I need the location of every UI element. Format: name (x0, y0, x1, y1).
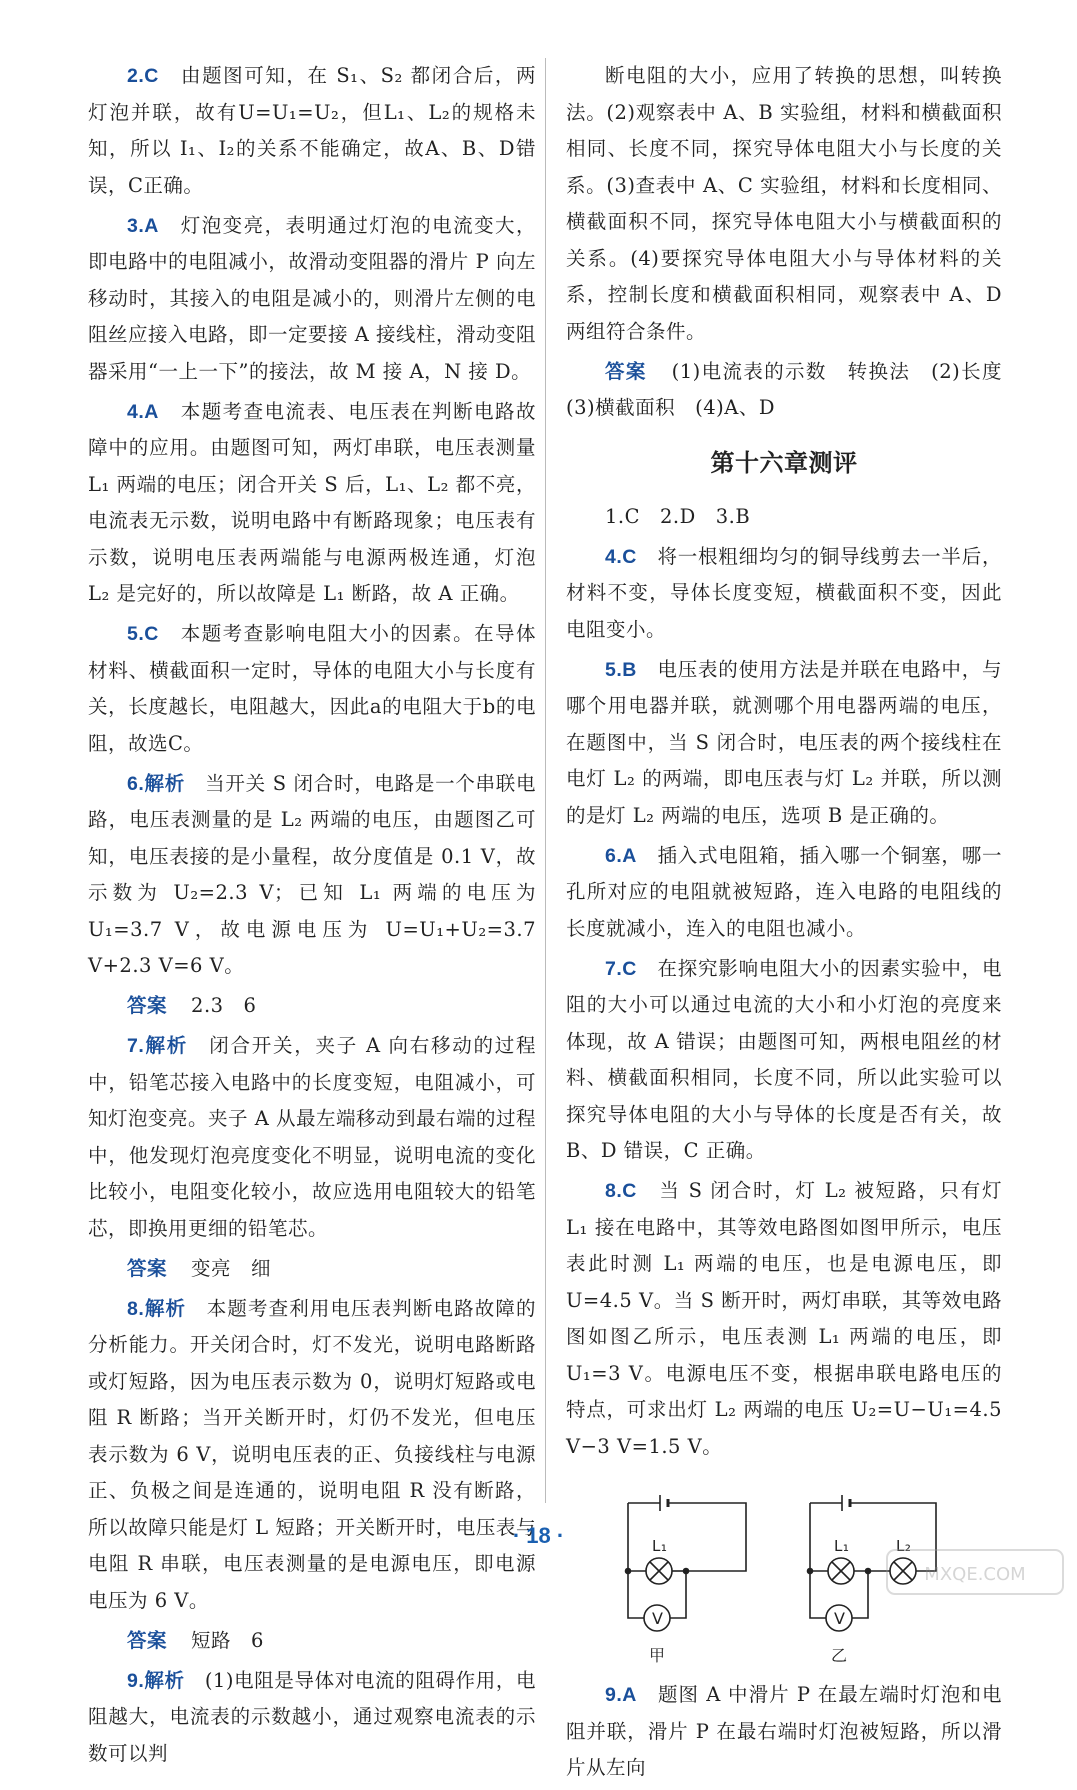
paragraph-text: 断电阻的大小，应用了转换的思想，叫转换法。(2)观察表中 A、B 实验组，材料和横截面积相同、长度不同，探究导体电阻大小与长度的关系。(3)查表中 A、C 实验组，材料和长度相同、横截面积不同，探究导体电阻大小与横截面积的关系。(4)要探究导体电阻大小与导体材料的关系，控制长度和横截面积相同，观察表中 A、D 两组符合条件。 (566, 64, 1002, 343)
paragraph-text: 题图 A 中滑片 P 在最左端时灯泡和电阻并联，滑片 P 在最右端时灯泡被短路，所以滑片从左向 (566, 1683, 1002, 1779)
fig-a-caption: 甲 (649, 1646, 666, 1665)
answer-tag: 答案 (127, 1256, 168, 1280)
paragraph-text: (1)电阻是导体对电流的阻碍作用，电阻越大，电流表的示数越小，通过观察电流表的示数可以判 (88, 1668, 536, 1765)
paragraph-text: 在探究影响电阻大小的因素实验中，电阻的大小可以通过电流的大小和小灯泡的亮度来体现，故 A 错误；由题图可知，两根电阻丝的材料、横截面积相同，长度不同，所以此实验可以探究导体电阻的大小与导体的长度是否有关，故 B、D 错误，C 正确。 (566, 956, 1002, 1162)
fig-b-l2-label: L₂ (896, 1537, 912, 1555)
answer-tag: 答案 (605, 359, 647, 383)
paragraph (566, 354, 1022, 427)
question-number: 5.B (605, 658, 637, 681)
fig-a-v-label: V (652, 1609, 664, 1628)
question-number: 2.C (127, 65, 159, 87)
question-number: 8.C (605, 1180, 637, 1202)
page-number: · 18 · (512, 1523, 565, 1548)
question-number: 6.解析 (127, 772, 185, 795)
paragraph-text: 灯泡变亮，表明通过灯泡的电流变大，即电路中的电阻减小，故滑动变阻器的滑片 P 向左移动时，其接入的电阻是减小的，则滑片左侧的电阻丝应接入电路，即一定要接 A 接线柱，滑动变阻器采用“一上一下”的接法，故 M 接 A，N 接 D。 (88, 213, 536, 383)
watermark-logo (885, 1548, 1065, 1596)
paragraph (88, 394, 536, 613)
paragraph (88, 616, 536, 762)
paragraph-text: 短路 6 (191, 1628, 264, 1652)
paragraph (566, 951, 1002, 1170)
paragraph-text: 电压表的使用方法是并联在电路中，与哪个用电器并联，就测哪个用电器两端的电压，在题图中，当 S 闭合时，电压表的两个接线柱在电灯 L₂ 的两端，即电压表与灯 L₂ 并联，所以测的是灯 L₂ 两端的电压，选项 B 是正确的。 (566, 657, 1002, 827)
paragraph-text: 当开关 S 闭合时，电路是一个串联电路，电压表测量的是 L₂ 两端的电压，由题图乙可知，电压表接的是小量程，故分度值是 0.1 V，故示数为 U₂=2.3 V；已知 L₁ 两端的电压为 U₁=3.7 V，故电源电压为 U=U₁+U₂=3.7 V+2.3 V=6 V。 (88, 771, 536, 977)
question-number: 9.A (605, 1684, 637, 1706)
right-top-paragraphs (566, 58, 1022, 427)
paragraph-text: 将一根粗细均匀的铜导线剪去一半后，材料不变，导体长度变短，横截面积不变，因此电阻变小。 (566, 544, 1002, 641)
paragraph-text: (1)电流表的示数 转换法 (2)长度 (3)横截面积 (4)A、D (566, 359, 1022, 419)
paragraph-text: 本题考查影响电阻大小的因素。在导体材料、横截面积一定时，导体的电阻大小与长度有关，长度越长，电阻越大，因此a的电阻大于b的电阻，故选C。 (88, 622, 536, 755)
question-number: 8.解析 (127, 1297, 187, 1320)
paragraph-text: 2.3 6 (191, 994, 257, 1017)
paragraph (566, 652, 1002, 835)
paragraph-text: 本题考查电流表、电压表在判断电路故障中的应用。由题图可知，两灯串联，电压表测量 L₁ 两端的电压；闭合开关 S 后，L₁、L₂ 都不亮，电流表无示数，说明电路中有断路现象；电压表有示数，说明电压表两端能与电源两极连通，灯泡 L₂ 是完好的，所以故障是 L₁ 断路，故 A 正确。 (88, 399, 536, 605)
question-number: 3.A (127, 214, 159, 237)
paragraph (566, 499, 1002, 536)
paragraph (566, 1677, 1002, 1787)
question-number: 7.解析 (127, 1035, 189, 1057)
paragraph (88, 988, 536, 1025)
paragraph-text: 1.C 2.D 3.B (605, 504, 751, 528)
paragraph-text: 变亮 细 (191, 1256, 272, 1280)
paragraph-text: 本题考查利用电压表判断电路故障的分析能力。开关闭合时，灯不发光，说明电路断路或灯短路，因为电压表示数为 0，说明灯短路或电阻 R 断路；当开关断开时，灯仍不发光，但电压表示数为 6 V，说明电压表的正、负接线柱与电源正、负极之间是连通的，说明电阻 R 没有断路，所以故障只能是灯 L 短路；开关断开时，电压表与电阻 R 串联，电压表测量的是电源电压，即电源电压为 6 V。 (88, 1296, 536, 1612)
paragraph (88, 208, 536, 391)
left-column (88, 58, 536, 1776)
svg-text:MXQE.COM: MXQE.COM (924, 1564, 1026, 1585)
answer-tag: 答案 (127, 994, 168, 1017)
question-number: 9.解析 (127, 1669, 185, 1692)
question-number: 6.A (605, 844, 637, 867)
fig-b-l1-label: L₁ (834, 1537, 850, 1555)
paragraph (566, 58, 1002, 350)
paragraph (566, 1173, 1002, 1465)
right-bottom-paragraphs (566, 1677, 1002, 1787)
answer-tag: 答案 (127, 1628, 168, 1652)
fig-b-caption: 乙 (831, 1646, 848, 1665)
paragraph-text: 当 S 闭合时，灯 L₂ 被短路，只有灯 L₁ 接在电路中，其等效电路图如图甲所示，电压表此时测 L₁ 两端的电压，也是电源电压，即 U=4.5 V。当 S 断开时，两灯串联，其等效电路图如图乙所示，电压表测 L₁ 两端的电压，即 U₁=3 V。电源电压不变，根据串联电路电压的特点，可求出灯 L₂ 两端的电压 U₂=U−U₁=4.5 V−3 V=1.5 V。 (566, 1179, 1002, 1458)
question-number: 4.C (605, 545, 637, 568)
paragraph-text: 由题图可知，在 S₁、S₂ 都闭合后，两灯泡并联，故有U=U₁=U₂，但L₁、L₂的规格未知，所以 I₁、I₂的关系不能确定，故A、B、D错误，C正确。 (88, 64, 536, 197)
paragraph (88, 1623, 536, 1660)
paragraph-text: 插入式电阻箱，插入哪一个铜塞，哪一孔所对应的电阻就被短路，连入电路的电阻线的长度就减小，连入的电阻也减小。 (566, 843, 1002, 940)
paragraph (88, 766, 536, 985)
fig-a-l1-label: L₁ (652, 1537, 668, 1555)
paragraph (566, 838, 1002, 948)
paragraph-text: 闭合开关，夹子 A 向右移动的过程中，铅笔芯接入电路中的长度变短，电阻减小，可知灯泡变亮。夹子 A 从最左端移动到最右端的过程中，他发现灯泡亮度变化不明显，说明电流的变化比较小，电阻变化较小，故应选用电阻较大的铅笔芯，即换用更细的铅笔芯。 (88, 1034, 536, 1240)
column-divider (545, 58, 546, 1503)
paragraph (88, 58, 536, 204)
fig-b-v-label: V (834, 1609, 846, 1628)
paragraph (88, 1251, 536, 1288)
right-paragraphs (566, 499, 1002, 1466)
chapter-title: 第十六章测评 (710, 448, 858, 477)
question-number: 7.C (605, 957, 637, 980)
paragraph (88, 1028, 536, 1247)
question-number: 4.A (127, 400, 159, 423)
paragraph (88, 1291, 536, 1620)
paragraph (88, 1663, 536, 1773)
question-number: 5.C (127, 623, 159, 645)
paragraph (566, 539, 1002, 649)
fig-a-left-wire (628, 1503, 686, 1618)
